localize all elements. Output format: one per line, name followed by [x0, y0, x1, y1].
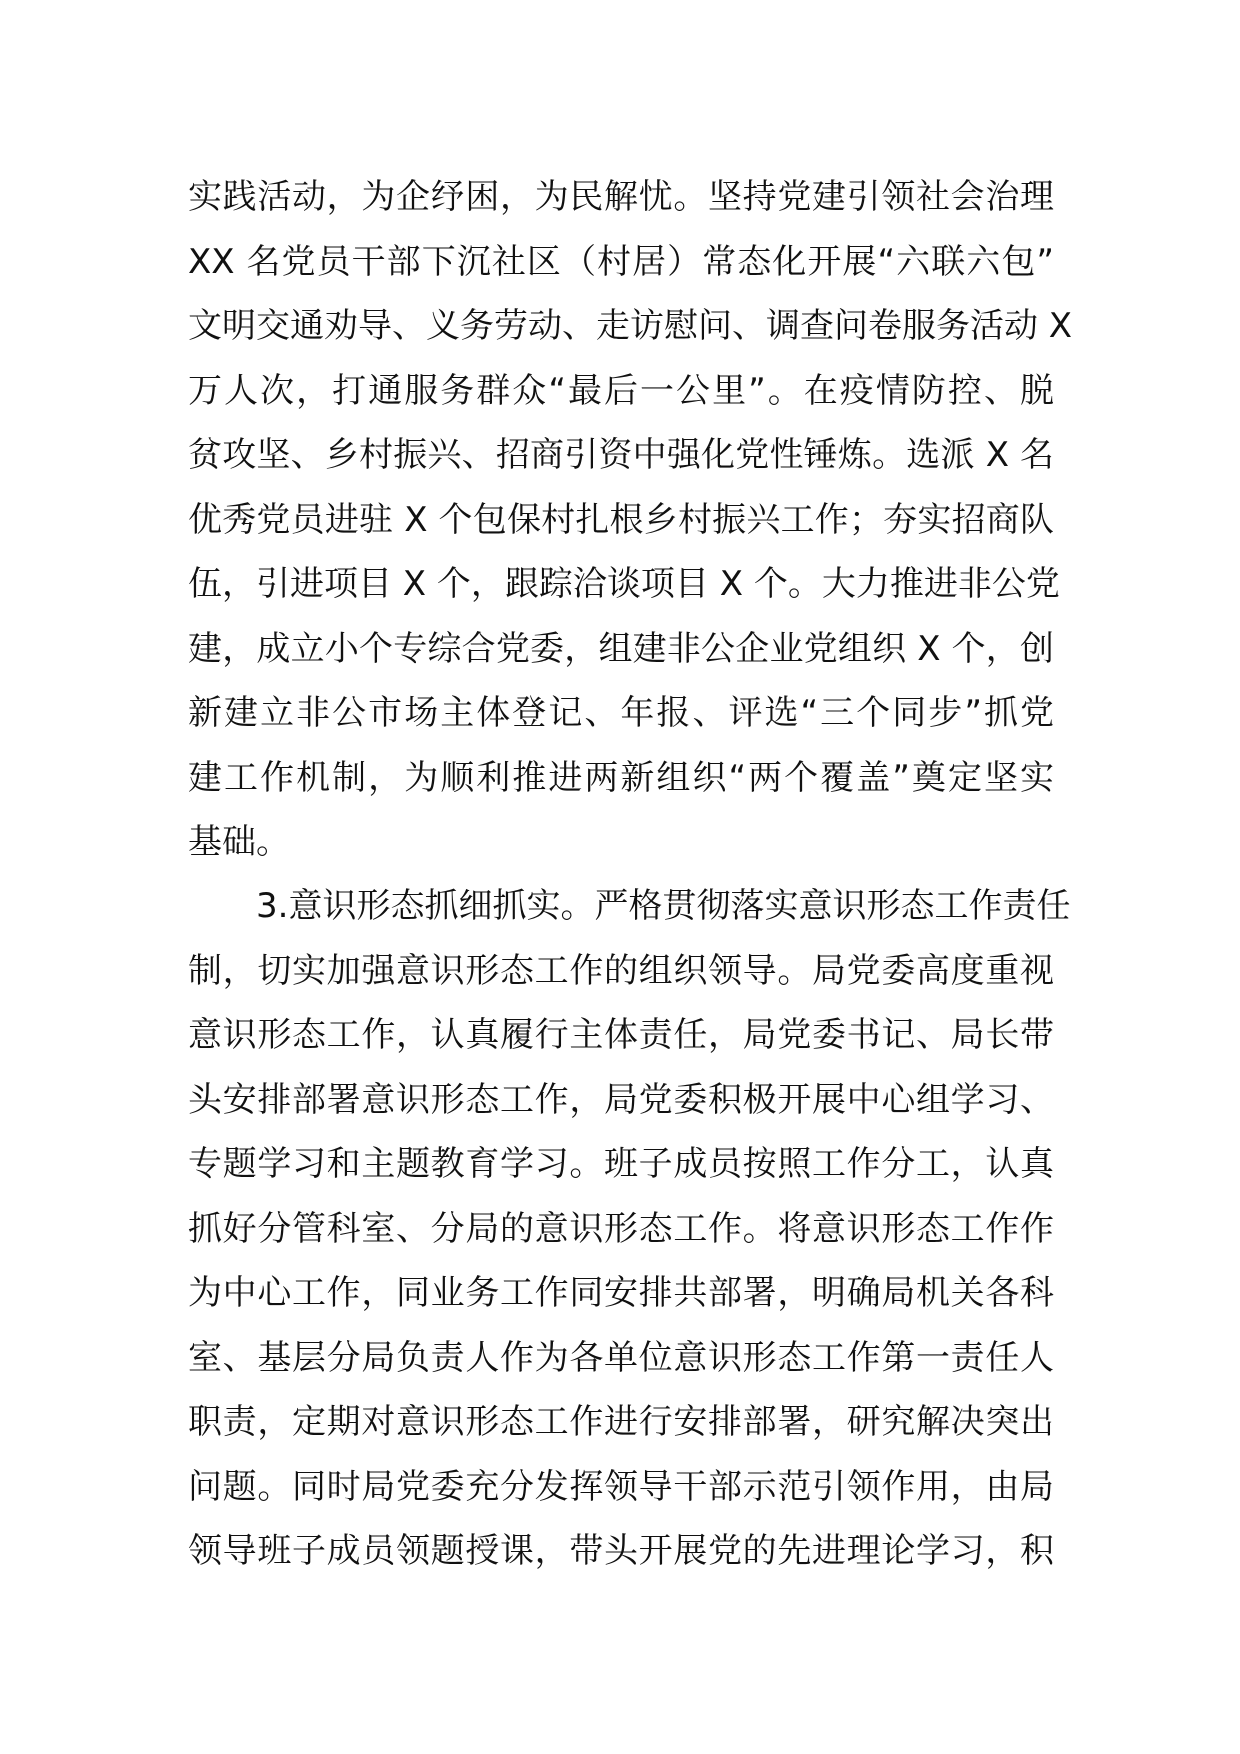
- text-line: 基础。: [188, 822, 290, 862]
- text-line: 意识形态工作，认真履行主体责任，局党委书记、局长带: [188, 1015, 1054, 1055]
- text-line: 贫攻坚、乡村振兴、招商引资中强化党性锤炼。选派 X 名: [188, 435, 1054, 475]
- text-line: 建工作机制，为顺利推进两新组织“两个覆盖”奠定坚实: [188, 757, 1054, 798]
- text-line: 头安排部署意识形态工作，局党委积极开展中心组学习、: [188, 1079, 1054, 1120]
- text-line: 万人次，打通服务群众“最后一公里”。在疫情防控、脱: [188, 370, 1054, 411]
- text-line: 文明交通劝导、义务劳动、走访慰问、调查问卷服务活动 X: [188, 306, 1073, 346]
- text-line-heading: 3.意识形态抓细抓实。严格贯彻落实意识形态工作责任: [256, 886, 1071, 926]
- text-line: 领导班子成员领题授课，带头开展党的先进理论学习，积: [188, 1531, 1054, 1571]
- text-line: 问题。同时局党委充分发挥领导干部示范引领作用，由局: [188, 1466, 1054, 1507]
- text-line: 抓好分管科室、分局的意识形态工作。将意识形态工作作: [188, 1208, 1054, 1249]
- text-line: 优秀党员进驻 X 个包保村扎根乡村振兴工作；夯实招商队: [188, 499, 1054, 540]
- text-line: 建，成立小个专综合党委，组建非公企业党组织 X 个，创: [188, 628, 1054, 669]
- text-line: 新建立非公市场主体登记、年报、评选“三个同步”抓党: [188, 693, 1054, 733]
- text-line: 为中心工作，同业务工作同安排共部署，明确局机关各科: [188, 1273, 1054, 1313]
- text-line: 制，切实加强意识形态工作的组织领导。局党委高度重视: [188, 950, 1054, 991]
- text-line: 专题学习和主题教育学习。班子成员按照工作分工，认真: [188, 1144, 1054, 1184]
- text-line: 室、基层分局负责人作为各单位意识形态工作第一责任人: [188, 1337, 1054, 1378]
- paragraph-ideology: [188, 874, 1071, 1584]
- text-line: 职责，定期对意识形态工作进行安排部署，研究解决突出: [188, 1402, 1054, 1442]
- paragraph-continuation: [188, 165, 1073, 875]
- text-line: 伍，引进项目 X 个，跟踪洽谈项目 X 个。大力推进非公党: [188, 564, 1060, 604]
- text-line: XX 名党员干部下沉社区（村居）常态化开展“六联六包”: [188, 241, 1054, 282]
- text-line: 实践活动，为企纾困，为民解忧。坚持党建引领社会治理: [188, 177, 1054, 217]
